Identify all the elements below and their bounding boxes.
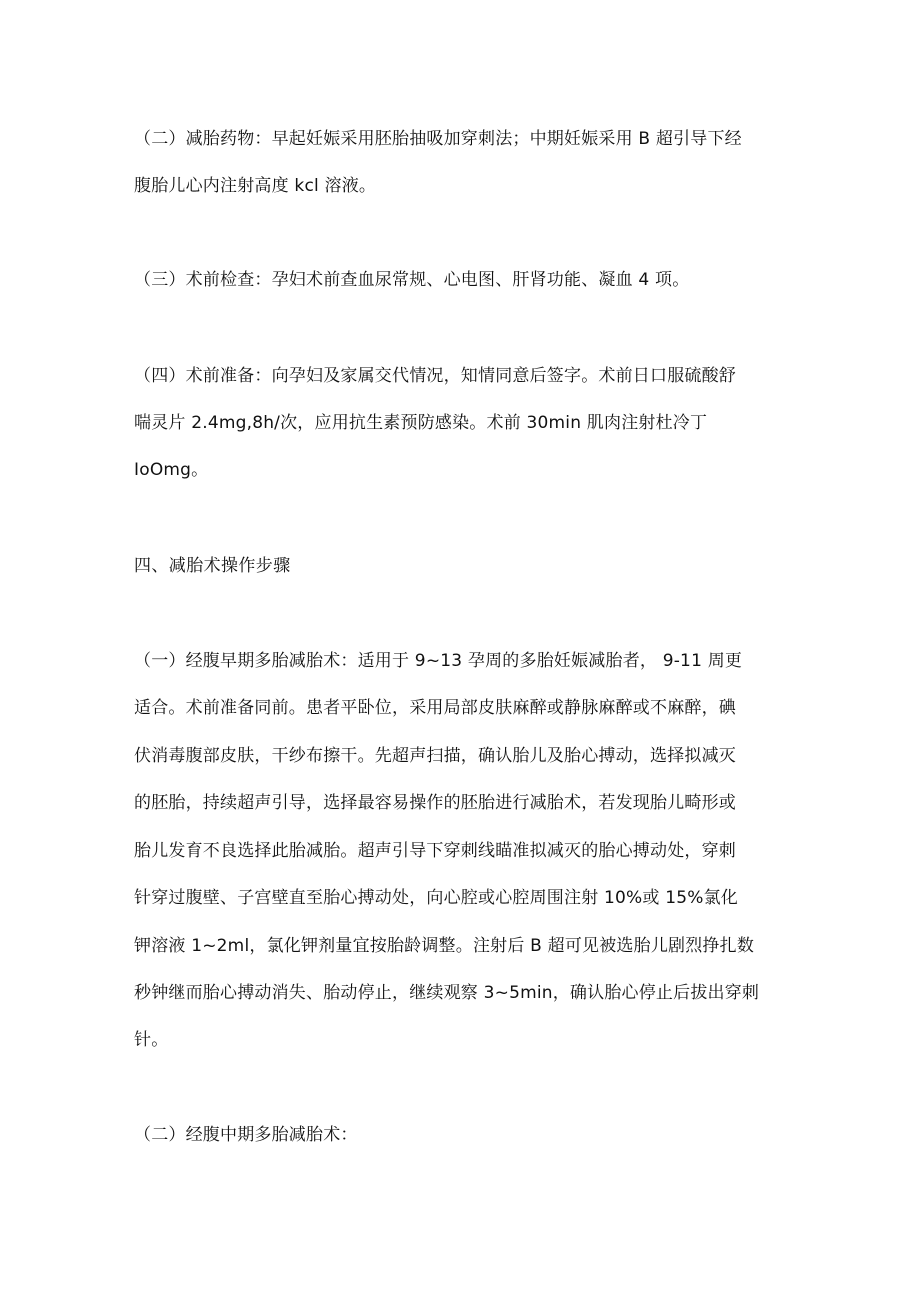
para-5-line-4: 的胚胎，持续超声引导，选择最容易操作的胚胎进行减胎术，若发现胎儿畸形或 bbox=[134, 793, 736, 813]
para-4-line-2: 喘灵片 2.4mg,8h/次，应用抗生素预防感染。术前 30min 肌肉注射杜冷丁 bbox=[134, 413, 708, 433]
para-4-line-1: （四）术前准备：向孕妇及家属交代情况，知情同意后签字。术前日口服硫酸舒 bbox=[134, 366, 736, 386]
section-heading: 四、减胎术操作步骤 bbox=[134, 556, 291, 576]
para-5-line-7: 钾溶液 1~2ml，氯化钾剂量宜按胎龄调整。注射后 B 超可见被选胎儿剧烈挣扎数 bbox=[134, 936, 755, 956]
para-5-line-2: 适合。术前准备同前。患者平卧位，采用局部皮肤麻醉或静脉麻醉或不麻醉，碘 bbox=[134, 698, 736, 718]
para-5-line-3: 伏消毒腹部皮肤，干纱布擦干。先超声扫描，确认胎儿及胎心搏动，选择拟减灭 bbox=[134, 746, 736, 766]
para-6-line-1: （二）经腹中期多胎减胎术： bbox=[134, 1125, 358, 1145]
para-5-line-5: 胎儿发育不良选择此胎减胎。超声引导下穿刺线瞄准拟减灭的胎心搏动处，穿刺 bbox=[134, 841, 736, 861]
para-5-line-9: 针。 bbox=[134, 1030, 169, 1050]
para-2-line-2: 腹胎儿心内注射高度 kcl 溶液。 bbox=[134, 176, 377, 196]
para-5-line-6: 针穿过腹壁、子宫壁直至胎心搏动处，向心腔或心腔周围注射 10%或 15%氯化 bbox=[134, 888, 738, 908]
para-5-line-1: （一）经腹早期多胎减胎术：适用于 9~13 孕周的多胎妊娠减胎者， 9-11 周更 bbox=[134, 651, 743, 671]
para-5-line-8: 秒钟继而胎心搏动消失、胎动停止，继续观察 3~5min，确认胎心停止后拔出穿刺 bbox=[134, 983, 760, 1003]
para-4-line-3: IoOmg。 bbox=[134, 460, 209, 480]
para-3-line-1: （三）术前检查：孕妇术前查血尿常规、心电图、肝肾功能、凝血 4 项。 bbox=[134, 270, 690, 290]
para-2-line-1: （二）减胎药物：早起妊娠采用胚胎抽吸加穿刺法；中期妊娠采用 B 超引导下经 bbox=[134, 129, 742, 149]
